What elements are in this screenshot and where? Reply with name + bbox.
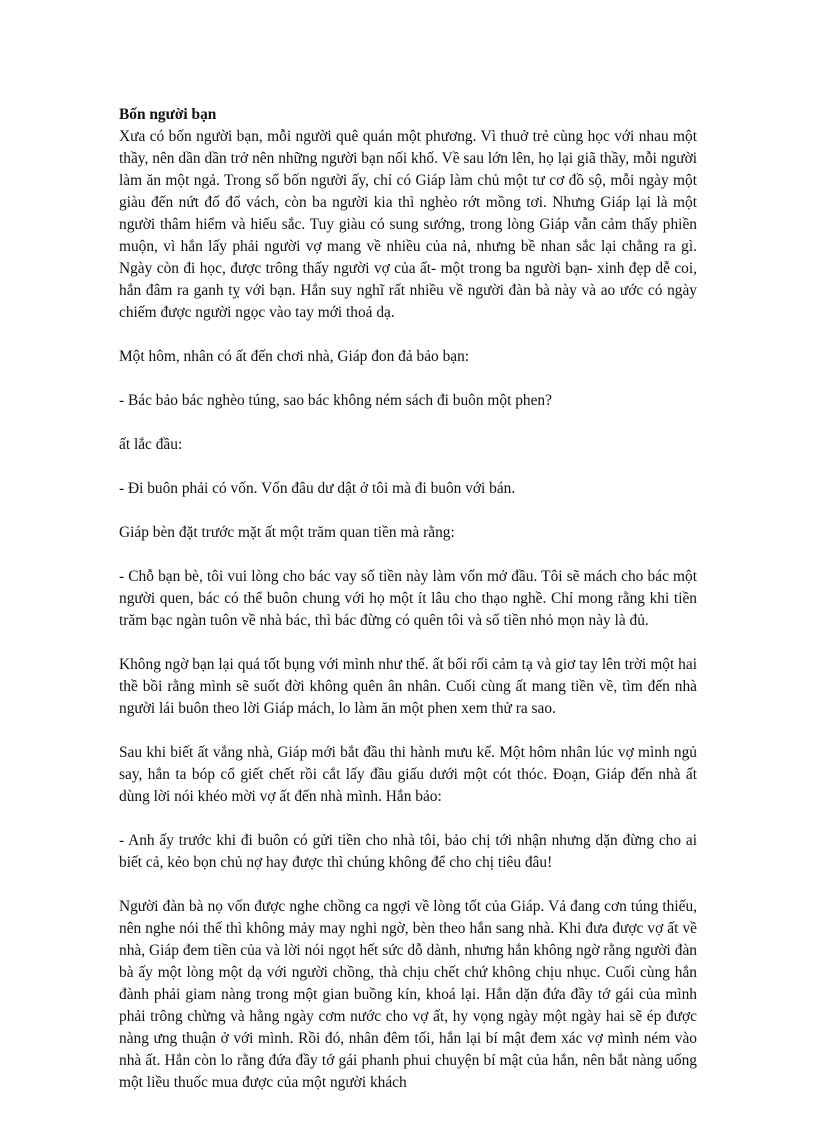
paragraph-7: - Chỗ bạn bè, tôi vui lòng cho bác vay số tiền này làm vốn mở đầu. Tôi sẽ mách cho bác một người quen, bác có thể buôn chung với họ một ít lâu cho thạo nghề. Chỉ mong rằng khi tiền trăm bạc ngàn tuôn về nhà bác, thì bác đừng có quên tôi và số tiền nhỏ mọn này là đủ.	[119, 568, 697, 629]
paragraph-11: Người đàn bà nọ vốn được nghe chồng ca ngợi về lòng tốt của Giáp. Vả đang cơn túng thiếu, nên nghe nói thế thì không mảy may nghi ngờ, bèn theo hắn sang nhà. Khi đưa được vợ ất về nhà, Giáp đem tiền của và lời nói ngọt hết sức dỗ dành, nhưng hắn không ngờ rằng người đàn bà ấy một lòng một dạ với người chồng, thà chịu chết chứ không chịu nhục. Cuối cùng hắn đành phải giam nàng trong một gian buồng kín, khoá lại. Hắn dặn đứa đầy tớ gái của mình phải trông chừng và hằng ngày cơm nước cho vợ ất, hy vọng ngày một ngày hai sẽ ép được nàng ưng thuận ở với mình. Rồi đó, nhân đêm tối, hắn lại bí mật đem xác vợ mình ném vào nhà ất. Hắn còn lo rằng đứa đầy tớ gái phanh phui chuyện bí mật của hắn, nên bắt nàng uống một liều thuốc mua được của một người khách	[119, 898, 697, 1091]
paragraph-6: Giáp bèn đặt trước mặt ất một trăm quan tiền mà rằng:	[119, 524, 455, 541]
paragraph-10: - Anh ấy trước khi đi buôn có gửi tiền cho nhà tôi, bảo chị tới nhận nhưng dặn đừng cho ai biết cả, kẻo bọn chủ nợ hay được thì chúng không để cho chị tiêu đâu!	[119, 832, 697, 871]
paragraph-1: Xưa có bốn người bạn, mỗi người quê quán một phương. Vì thuở trẻ cùng học với nhau một thầy, nên dần dần trở nên những người bạn nối khố. Về sau lớn lên, họ lại giã thầy, mỗi người làm ăn một ngả. Trong số bốn người ấy, chỉ có Giáp làm chủ một tư cơ đồ sộ, mỗi ngày một giàu đến nứt đố đổ vách, còn ba người kia thì nghèo rớt mồng tơi. Nhưng Giáp lại là một người thâm hiểm và hiếu sắc. Tuy giàu có sung sướng, trong lòng Giáp vẫn cảm thấy phiền muộn, vì hắn lấy phải người vợ mang về nhiều của nả, nhưng bề nhan sắc lại chẳng ra gì. Ngày còn đi học, được trông thấy người vợ của ất- một trong ba người bạn- xinh đẹp dễ coi, hắn đâm ra ganh tỵ với bạn. Hắn suy nghĩ rất nhiều về người đàn bà này và ao ước có ngày chiếm được người ngọc vào tay mới thoả dạ.	[119, 128, 697, 321]
paragraph-4: ất lắc đầu:	[119, 436, 183, 453]
paragraph-8: Không ngờ bạn lại quá tốt bụng với mình như thế. ất bối rối cảm tạ và giơ tay lên trời một hai thề bồi rằng mình sẽ suốt đời không quên ân nhân. Cuối cùng ất mang tiền về, tìm đến nhà người lái buôn theo lời Giáp mách, lo làm ăn một phen xem thử ra sao.	[119, 656, 697, 717]
document-title: Bốn người bạn	[119, 106, 217, 123]
document-body	[119, 104, 697, 1094]
paragraph-9: Sau khi biết ất vắng nhà, Giáp mới bắt đầu thi hành mưu kế. Một hôm nhân lúc vợ mình ngủ say, hắn ta bóp cổ giết chết rồi cắt lấy đầu giấu dưới một cót thóc. Đoạn, Giáp đến nhà ất dùng lời nói khéo mời vợ ất đến nhà mình. Hắn bảo:	[119, 744, 697, 805]
paragraph-3: - Bác bảo bác nghèo túng, sao bác không ném sách đi buôn một phen?	[119, 392, 552, 409]
paragraph-2: Một hôm, nhân có ất đến chơi nhà, Giáp đon đả bảo bạn:	[119, 348, 470, 365]
paragraph-5: - Đi buôn phải có vốn. Vốn đâu dư dật ở tôi mà đi buôn với bán.	[119, 480, 516, 497]
